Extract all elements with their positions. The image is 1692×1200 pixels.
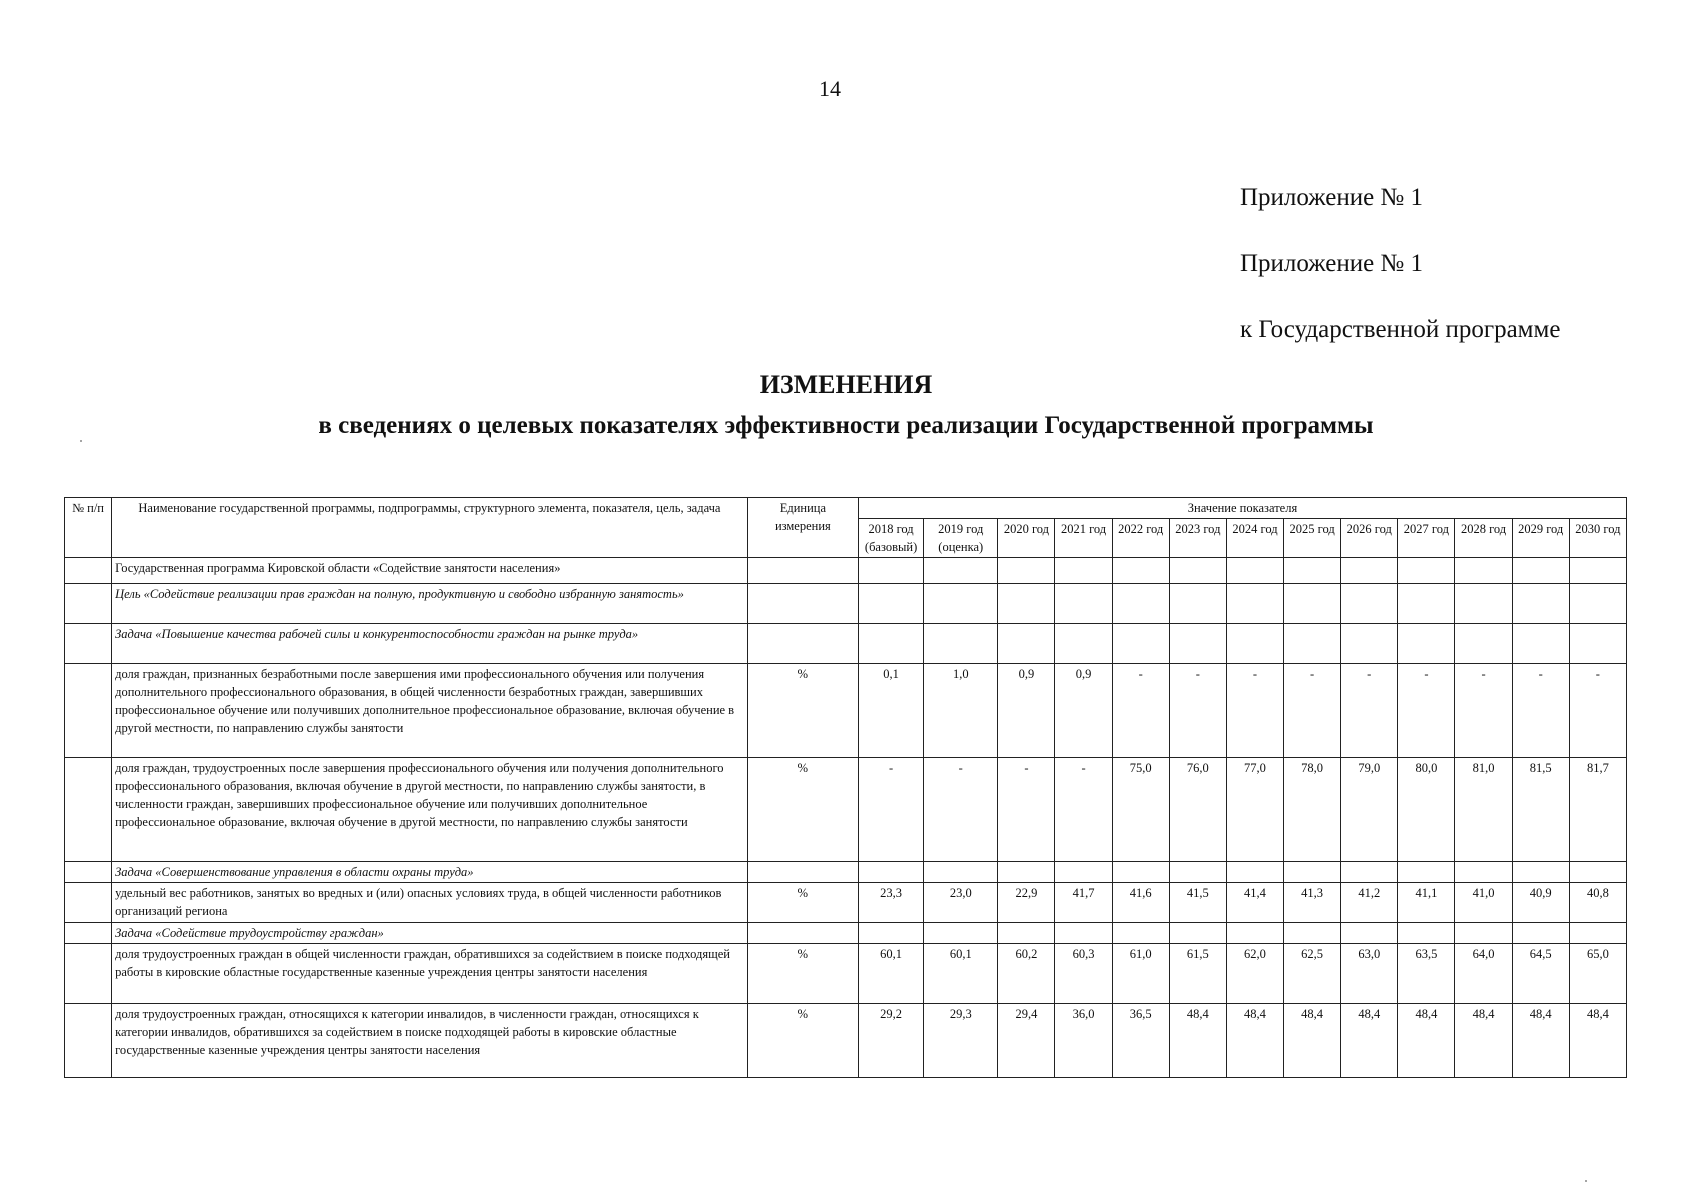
row-value-cell: 63,5 — [1398, 944, 1455, 1004]
row-unit-cell — [747, 862, 858, 883]
row-value-cell — [1226, 923, 1283, 944]
row-value-cell — [1169, 584, 1226, 624]
row-value-cell — [1055, 624, 1112, 664]
row-name-cell: Задача «Содействие трудоустройству граждан» — [112, 923, 748, 944]
row-value-cell — [998, 584, 1055, 624]
row-value-cell — [1112, 923, 1169, 944]
row-num-cell — [65, 558, 112, 584]
row-value-cell — [1169, 923, 1226, 944]
appendix-line-1: Приложение № 1 — [1240, 184, 1424, 211]
row-value-cell: 41,2 — [1341, 883, 1398, 923]
header-name: Наименование государственной программы, подпрограммы, структурного элемента, показателя, цель, задача — [112, 498, 748, 558]
row-value-cell: 60,1 — [859, 944, 924, 1004]
row-value-cell: - — [1455, 664, 1512, 758]
header-year: 2020 год — [998, 519, 1055, 558]
row-value-cell: - — [1512, 664, 1569, 758]
row-value-cell — [1284, 624, 1341, 664]
scan-speck — [1585, 1180, 1587, 1182]
row-value-cell: - — [859, 758, 924, 862]
row-value-cell — [1112, 584, 1169, 624]
row-value-cell: 75,0 — [1112, 758, 1169, 862]
row-value-cell — [998, 923, 1055, 944]
row-value-cell — [859, 624, 924, 664]
row-value-cell — [1569, 624, 1626, 664]
row-value-cell — [1055, 862, 1112, 883]
row-value-cell: 61,5 — [1169, 944, 1226, 1004]
row-value-cell — [1341, 624, 1398, 664]
row-value-cell: - — [1569, 664, 1626, 758]
row-value-cell — [1512, 624, 1569, 664]
row-value-cell — [1284, 558, 1341, 584]
page-number: 14 — [819, 76, 841, 101]
row-value-cell: 77,0 — [1226, 758, 1283, 862]
row-value-cell — [1455, 923, 1512, 944]
row-value-cell: 41,6 — [1112, 883, 1169, 923]
row-value-cell: 48,4 — [1398, 1004, 1455, 1078]
row-value-cell — [1398, 862, 1455, 883]
row-name-cell: доля трудоустроенных граждан в общей численности граждан, обратившихся за содействием в поиске подходящей работы в кировские областные государственные казенные учреждения центры занятости населения — [112, 944, 748, 1004]
row-unit-cell — [747, 624, 858, 664]
header-unit: Единица измерения — [747, 498, 858, 558]
row-value-cell — [924, 624, 998, 664]
row-value-cell: 41,7 — [1055, 883, 1112, 923]
table-header-row-1 — [65, 498, 1627, 519]
row-value-cell: 78,0 — [1284, 758, 1341, 862]
row-value-cell: 29,2 — [859, 1004, 924, 1078]
header-num: № п/п — [65, 498, 112, 558]
row-name-cell: Задача «Совершенствование управления в области охраны труда» — [112, 862, 748, 883]
row-value-cell: 41,1 — [1398, 883, 1455, 923]
row-value-cell: 64,5 — [1512, 944, 1569, 1004]
row-num-cell — [65, 923, 112, 944]
table-row — [65, 923, 1627, 944]
row-value-cell — [1455, 558, 1512, 584]
row-value-cell: 65,0 — [1569, 944, 1626, 1004]
row-value-cell — [1226, 862, 1283, 883]
header-year: 2030 год — [1569, 519, 1626, 558]
row-value-cell: - — [1284, 664, 1341, 758]
row-value-cell: - — [924, 758, 998, 862]
row-value-cell — [1398, 584, 1455, 624]
header-year: 2026 год — [1341, 519, 1398, 558]
row-value-cell — [1341, 862, 1398, 883]
row-value-cell — [1569, 584, 1626, 624]
row-value-cell: 41,0 — [1455, 883, 1512, 923]
row-value-cell: - — [1112, 664, 1169, 758]
table-row — [65, 883, 1627, 923]
table-row — [65, 758, 1627, 862]
row-value-cell — [1341, 584, 1398, 624]
row-value-cell: 81,7 — [1569, 758, 1626, 862]
row-value-cell: 79,0 — [1341, 758, 1398, 862]
row-unit-cell — [747, 558, 858, 584]
table-row — [65, 862, 1627, 883]
row-num-cell — [65, 664, 112, 758]
row-value-cell: - — [1226, 664, 1283, 758]
row-num-cell — [65, 758, 112, 862]
row-value-cell: - — [998, 758, 1055, 862]
row-name-cell: Государственная программа Кировской области «Содействие занятости населения» — [112, 558, 748, 584]
row-value-cell — [924, 862, 998, 883]
row-num-cell — [65, 1004, 112, 1078]
row-value-cell: 0,9 — [998, 664, 1055, 758]
row-value-cell: 48,4 — [1284, 1004, 1341, 1078]
row-value-cell — [1455, 624, 1512, 664]
row-value-cell: - — [1341, 664, 1398, 758]
row-value-cell: 48,4 — [1455, 1004, 1512, 1078]
row-value-cell — [998, 558, 1055, 584]
row-value-cell — [1512, 923, 1569, 944]
row-value-cell: - — [1169, 664, 1226, 758]
row-value-cell — [1284, 862, 1341, 883]
row-value-cell — [1341, 558, 1398, 584]
row-value-cell — [1112, 558, 1169, 584]
row-unit-cell — [747, 923, 858, 944]
row-value-cell: 63,0 — [1341, 944, 1398, 1004]
row-value-cell: 23,0 — [924, 883, 998, 923]
row-value-cell — [998, 624, 1055, 664]
row-value-cell — [1398, 558, 1455, 584]
row-unit-cell: % — [747, 883, 858, 923]
row-unit-cell: % — [747, 1004, 858, 1078]
row-unit-cell: % — [747, 758, 858, 862]
row-value-cell: 80,0 — [1398, 758, 1455, 862]
row-value-cell: 81,5 — [1512, 758, 1569, 862]
header-year: 2024 год — [1226, 519, 1283, 558]
row-value-cell — [1055, 584, 1112, 624]
header-year: 2022 год — [1112, 519, 1169, 558]
table-row — [65, 664, 1627, 758]
row-value-cell — [1284, 584, 1341, 624]
row-value-cell — [1512, 862, 1569, 883]
row-value-cell — [1169, 862, 1226, 883]
document-title: ИЗМЕНЕНИЯ — [759, 370, 933, 399]
row-value-cell — [1112, 862, 1169, 883]
document-subtitle: в сведениях о целевых показателях эффективности реализации Государственной программы — [318, 412, 1374, 439]
row-name-cell: доля граждан, трудоустроенных после завершения профессионального обучения или получения дополнительного профессионального образования, включая обучение в другой местности, по направлению службы занятости, в численности граждан, завершивших профессиональное обучение или получивших дополнительное профессиональное образование, включая обучение в другой местности, по направлению службы занятости — [112, 758, 748, 862]
row-value-cell — [859, 862, 924, 883]
row-value-cell — [1569, 558, 1626, 584]
row-value-cell: 36,5 — [1112, 1004, 1169, 1078]
row-value-cell: 60,1 — [924, 944, 998, 1004]
row-value-cell — [924, 558, 998, 584]
table-row — [65, 624, 1627, 664]
row-name-cell: доля трудоустроенных граждан, относящихся к категории инвалидов, в численности граждан, относящихся к категории инвалидов, обратившихся за содействием в поиске подходящей работы в кировские областные государственные казенные учреждения центры занятости населения — [112, 1004, 748, 1078]
row-value-cell — [1341, 923, 1398, 944]
scan-speck — [80, 440, 82, 442]
row-num-cell — [65, 624, 112, 664]
row-value-cell — [1512, 558, 1569, 584]
row-value-cell: 64,0 — [1455, 944, 1512, 1004]
row-value-cell: 23,3 — [859, 883, 924, 923]
row-value-cell: 36,0 — [1055, 1004, 1112, 1078]
row-num-cell — [65, 883, 112, 923]
header-year: 2023 год — [1169, 519, 1226, 558]
header-year: 2028 год — [1455, 519, 1512, 558]
row-value-cell — [1112, 624, 1169, 664]
row-name-cell: доля граждан, признанных безработными после завершения ими профессионального обучения или получения дополнительного профессионального образования, в общей численности безработных граждан, завершивших профессиональное обучение или получивших дополнительное профессиональное образование, включая обучение в другой местности, по направлению службы занятости — [112, 664, 748, 758]
header-year: 2021 год — [1055, 519, 1112, 558]
row-value-cell — [1284, 923, 1341, 944]
row-value-cell — [924, 584, 998, 624]
row-value-cell — [924, 923, 998, 944]
row-value-cell — [1169, 558, 1226, 584]
header-year: 2027 год — [1398, 519, 1455, 558]
row-value-cell — [1169, 624, 1226, 664]
appendix-line-3: к Государственной программе — [1240, 316, 1561, 343]
row-value-cell: 40,9 — [1512, 883, 1569, 923]
header-year: 2018 год (базовый) — [859, 519, 924, 558]
table-row — [65, 944, 1627, 1004]
row-value-cell — [1055, 558, 1112, 584]
row-value-cell — [1455, 584, 1512, 624]
row-unit-cell — [747, 584, 858, 624]
row-value-cell: 41,4 — [1226, 883, 1283, 923]
indicators-table — [64, 497, 1627, 1078]
row-value-cell: 61,0 — [1112, 944, 1169, 1004]
row-value-cell: 1,0 — [924, 664, 998, 758]
row-num-cell — [65, 584, 112, 624]
row-value-cell: 60,2 — [998, 944, 1055, 1004]
row-unit-cell: % — [747, 944, 858, 1004]
row-value-cell: 48,4 — [1341, 1004, 1398, 1078]
row-value-cell: 62,0 — [1226, 944, 1283, 1004]
row-name-cell: удельный вес работников, занятых во вредных и (или) опасных условиях труда, в общей численности работников организаций региона — [112, 883, 748, 923]
row-value-cell: 48,4 — [1226, 1004, 1283, 1078]
row-value-cell: 62,5 — [1284, 944, 1341, 1004]
row-value-cell: 76,0 — [1169, 758, 1226, 862]
row-num-cell — [65, 862, 112, 883]
row-value-cell: 22,9 — [998, 883, 1055, 923]
row-value-cell: 41,5 — [1169, 883, 1226, 923]
row-value-cell — [1455, 862, 1512, 883]
row-value-cell — [859, 584, 924, 624]
header-year: 2019 год (оценка) — [924, 519, 998, 558]
row-name-cell: Задача «Повышение качества рабочей силы и конкурентоспособности граждан на рынке труда» — [112, 624, 748, 664]
row-value-cell — [1569, 923, 1626, 944]
appendix-line-2: Приложение № 1 — [1240, 250, 1424, 277]
row-value-cell: 0,9 — [1055, 664, 1112, 758]
table-row — [65, 1004, 1627, 1078]
row-value-cell — [859, 558, 924, 584]
row-value-cell: 40,8 — [1569, 883, 1626, 923]
row-value-cell: 41,3 — [1284, 883, 1341, 923]
row-value-cell — [1055, 923, 1112, 944]
row-value-cell: 48,4 — [1569, 1004, 1626, 1078]
row-value-cell — [1569, 862, 1626, 883]
header-year: 2025 год — [1284, 519, 1341, 558]
row-unit-cell: % — [747, 664, 858, 758]
row-value-cell: 48,4 — [1169, 1004, 1226, 1078]
header-value-group: Значение показателя — [859, 498, 1627, 519]
row-value-cell — [1226, 558, 1283, 584]
row-value-cell: 29,4 — [998, 1004, 1055, 1078]
row-value-cell: 81,0 — [1455, 758, 1512, 862]
row-value-cell — [1398, 923, 1455, 944]
row-value-cell: 0,1 — [859, 664, 924, 758]
row-value-cell — [1398, 624, 1455, 664]
row-value-cell — [998, 862, 1055, 883]
row-value-cell — [1226, 584, 1283, 624]
row-num-cell — [65, 944, 112, 1004]
row-value-cell: 29,3 — [924, 1004, 998, 1078]
row-value-cell — [1512, 584, 1569, 624]
row-value-cell: - — [1055, 758, 1112, 862]
table-row — [65, 584, 1627, 624]
table-row — [65, 558, 1627, 584]
header-year: 2029 год — [1512, 519, 1569, 558]
row-value-cell — [859, 923, 924, 944]
row-value-cell: 60,3 — [1055, 944, 1112, 1004]
row-name-cell: Цель «Содействие реализации прав граждан на полную, продуктивную и свободно избранную занятость» — [112, 584, 748, 624]
row-value-cell: - — [1398, 664, 1455, 758]
row-value-cell: 48,4 — [1512, 1004, 1569, 1078]
row-value-cell — [1226, 624, 1283, 664]
